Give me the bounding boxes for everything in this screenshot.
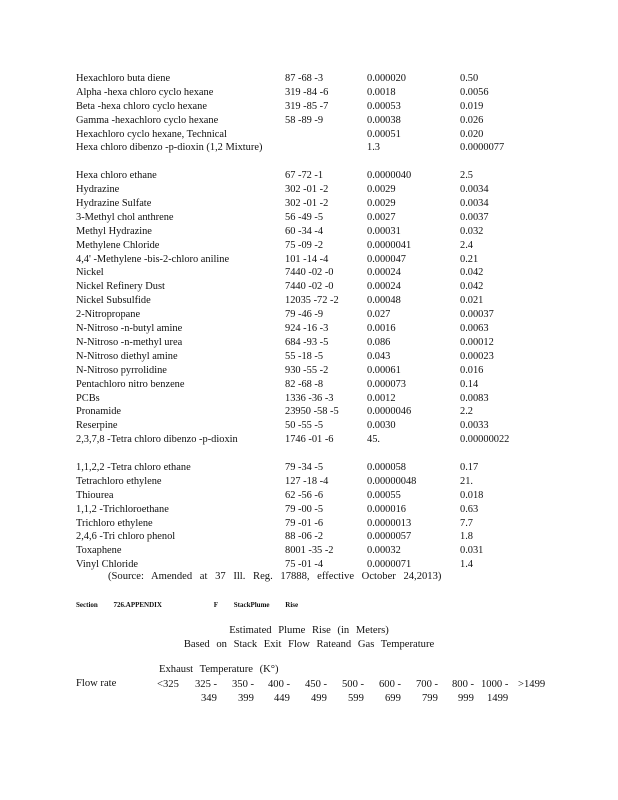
unit-risk-value: 0.000058: [367, 461, 406, 473]
cas-number: 302 -01 -2: [285, 184, 329, 196]
unit-risk-value: 0.00024: [367, 281, 401, 293]
unit-risk-value: 0.0000057: [367, 531, 412, 543]
table-row: [76, 72, 596, 86]
range-start: 700 -: [416, 679, 439, 690]
chemical-name: 1,1,2 -Trichloroethane: [76, 503, 169, 515]
table-row: [76, 544, 596, 558]
temperature-range: [232, 678, 254, 706]
unit-risk-value: 0.000047: [367, 253, 406, 265]
concentration-value: 7.7: [460, 517, 473, 529]
range-end: 699: [385, 693, 401, 704]
chemical-name: Hydrazine: [76, 184, 120, 196]
unit-risk-value: 0.00038: [367, 114, 401, 126]
concentration-value: 0.0033: [460, 420, 489, 432]
concentration-value: 0.018: [460, 489, 484, 501]
cas-number: 56 -49 -5: [285, 211, 324, 223]
concentration-value: 0.042: [460, 267, 484, 279]
section-title-b: Rise: [285, 601, 299, 609]
chemical-name: 2,3,7,8 -Tetra chloro dibenzo -p-dioxin: [76, 434, 238, 446]
concentration-value: 21.: [460, 475, 473, 487]
unit-risk-value: 0.0000040: [367, 170, 412, 182]
unit-risk-value: 0.000020: [367, 73, 406, 84]
table-row: [76, 475, 596, 489]
unit-risk-value: 0.0012: [367, 392, 396, 404]
concentration-value: 0.17: [460, 461, 479, 473]
chemical-name: Toxaphene: [76, 545, 122, 557]
cas-number: 87 -68 -3: [285, 73, 324, 84]
cas-number: 60 -34 -4: [285, 225, 324, 237]
section-label: Section: [76, 601, 98, 609]
concentration-value: 0.019: [460, 100, 484, 112]
concentration-value: 2.4: [460, 239, 473, 251]
temperature-range: [416, 678, 438, 706]
concentration-value: 1.4: [460, 559, 473, 571]
unit-risk-value: 0.043: [367, 350, 391, 362]
unit-risk-value: 0.086: [367, 336, 391, 348]
table-row: [76, 225, 596, 239]
unit-risk-value: 0.00032: [367, 545, 401, 557]
concentration-value: 0.016: [460, 364, 484, 376]
table-row: [76, 433, 596, 461]
unit-risk-value: 0.0029: [367, 198, 396, 210]
concentration-value: 0.0056: [460, 86, 489, 98]
table-row: [76, 266, 596, 280]
table-subtitle: Based on Stack Exit Flow Rateand Gas Temperature: [183, 639, 435, 650]
chemical-name: Trichloro ethylene: [76, 517, 153, 529]
chemical-name: Gamma -hexachloro cyclo hexane: [76, 114, 219, 126]
range-end: 1499: [487, 693, 509, 704]
concentration-value: 0.042: [460, 281, 484, 293]
temperature-range: [342, 678, 364, 706]
concentration-value: 0.0034: [460, 184, 489, 196]
cas-number: 12035 -72 -2: [285, 295, 339, 307]
temperature-range: [268, 678, 290, 706]
cas-number: 55 -18 -5: [285, 350, 324, 362]
range-start: 600 -: [379, 679, 402, 690]
range-start: 325 -: [195, 679, 218, 690]
chemical-table: [76, 72, 596, 572]
concentration-value: 0.021: [460, 295, 484, 307]
unit-risk-value: 45.: [367, 434, 380, 446]
chemical-name: Hexachloro cyclo hexane, Technical: [76, 128, 227, 140]
cas-number: 1336 -36 -3: [285, 392, 334, 404]
unit-risk-value: 0.0000041: [367, 239, 412, 251]
section-title-a: StackPlume: [233, 601, 270, 609]
cas-number: 67 -72 -1: [285, 170, 324, 182]
flow-rate-label: Flow rate: [76, 678, 117, 689]
table-row: [76, 489, 596, 503]
table-row: [76, 405, 596, 419]
section-heading: [76, 601, 312, 609]
source-note: (Source: Amended at 37 Ill. Reg. 17888, effective October 24,2013): [108, 571, 442, 582]
cas-number: 930 -55 -2: [285, 364, 329, 376]
table-row: [76, 239, 596, 253]
cas-number: 23950 -58 -5: [285, 406, 339, 418]
unit-risk-value: 0.000073: [367, 378, 406, 390]
chemical-name: Tetrachloro ethylene: [76, 475, 162, 487]
unit-risk-value: 0.0000071: [367, 559, 412, 571]
chemical-name: Nickel Refinery Dust: [76, 281, 165, 293]
section-number: 726.APPENDIX: [113, 601, 162, 609]
chemical-name: Nickel: [76, 267, 104, 279]
range-start: 800 -: [452, 679, 475, 690]
concentration-value: 0.031: [460, 545, 484, 557]
cas-number: 58 -89 -9: [285, 114, 324, 126]
range-start: 450 -: [305, 679, 328, 690]
concentration-value: 0.0034: [460, 198, 489, 210]
table-row: [76, 461, 596, 475]
range-start: 500 -: [342, 679, 365, 690]
cas-number: 75 -01 -4: [285, 559, 324, 571]
exhaust-temperature-label: Exhaust Temperature (K°): [159, 664, 279, 675]
chemical-name: 2-Nitropropane: [76, 309, 141, 321]
range-start: 350 -: [232, 679, 255, 690]
cas-number: 924 -16 -3: [285, 323, 329, 335]
table-row: [76, 169, 596, 183]
unit-risk-value: 0.00061: [367, 364, 401, 376]
unit-risk-value: 0.0016: [367, 323, 396, 335]
table-row: [76, 197, 596, 211]
chemical-name: Thiourea: [76, 489, 114, 501]
chemical-name: Hexa chloro ethane: [76, 170, 157, 182]
table-title: Estimated Plume Rise (in Meters): [229, 625, 389, 636]
cas-number: 7440 -02 -0: [285, 267, 334, 279]
chemical-name: Pronamide: [76, 406, 122, 418]
range-end: 499: [311, 693, 327, 704]
unit-risk-value: 0.0018: [367, 86, 396, 98]
cas-number: 88 -06 -2: [285, 531, 324, 543]
table-row: [76, 294, 596, 308]
concentration-value: 0.026: [460, 114, 484, 126]
unit-risk-value: 0.0000013: [367, 517, 412, 529]
range-start: >1499: [518, 679, 546, 690]
table-row: [76, 308, 596, 322]
cas-number: 8001 -35 -2: [285, 545, 334, 557]
table-row: [76, 336, 596, 350]
chemical-name: Beta -hexa chloro cyclo hexane: [76, 100, 207, 112]
table-row: [76, 100, 596, 114]
chemical-name: N-Nitroso -n-butyl amine: [76, 323, 183, 335]
cas-number: 302 -01 -2: [285, 198, 329, 210]
concentration-value: 0.00012: [460, 336, 494, 348]
unit-risk-value: 0.00051: [367, 128, 401, 140]
chemical-name: Methylene Chloride: [76, 239, 160, 251]
cas-number: 7440 -02 -0: [285, 281, 334, 293]
unit-risk-value: 0.000016: [367, 503, 406, 515]
unit-risk-value: 0.0030: [367, 420, 396, 432]
unit-risk-value: 0.0029: [367, 184, 396, 196]
table-row: [76, 558, 596, 572]
cas-number: 82 -68 -8: [285, 378, 324, 390]
cas-number: 1746 -01 -6: [285, 434, 334, 446]
temperature-range: [157, 678, 179, 692]
chemical-name: N-Nitroso diethyl amine: [76, 350, 178, 362]
range-end: 399: [238, 693, 254, 704]
range-start: 400 -: [268, 679, 291, 690]
concentration-value: 1.8: [460, 531, 473, 543]
concentration-value: 0.020: [460, 128, 484, 140]
cas-number: 101 -14 -4: [285, 253, 329, 265]
cas-number: 79 -01 -6: [285, 517, 324, 529]
range-start: 1000 -: [481, 679, 509, 690]
chemical-name: 3-Methyl chol anthrene: [76, 211, 174, 223]
cas-number: 319 -85 -7: [285, 100, 329, 112]
temperature-range: [379, 678, 401, 706]
chemical-name: N-Nitroso -n-methyl urea: [76, 336, 183, 348]
table-row: [76, 280, 596, 294]
concentration-value: 0.63: [460, 503, 479, 515]
range-end: 349: [201, 693, 217, 704]
table-row: [76, 419, 596, 433]
unit-risk-value: 0.00048: [367, 295, 401, 307]
table-row: [76, 253, 596, 267]
section-letter: F: [213, 601, 218, 609]
table-row: [76, 322, 596, 336]
table-row: [76, 114, 596, 128]
concentration-value: 0.00023: [460, 350, 494, 362]
range-end: 449: [274, 693, 290, 704]
chemical-name: 4,4' -Methylene -bis-2-chloro aniline: [76, 253, 230, 265]
concentration-value: 0.14: [460, 378, 479, 390]
temperature-range: [195, 678, 217, 706]
chemical-name: Methyl Hydrazine: [76, 225, 152, 237]
chemical-name: Hydrazine Sulfate: [76, 198, 152, 210]
cas-number: 319 -84 -6: [285, 86, 329, 98]
temperature-range: [305, 678, 327, 706]
chemical-name: PCBs: [76, 392, 100, 404]
range-end: 599: [348, 693, 364, 704]
chemical-name: Hexa chloro dibenzo -p-dioxin (1,2 Mixture): [76, 142, 263, 154]
chemical-name: N-Nitroso pyrrolidine: [76, 364, 167, 376]
unit-risk-value: 0.00024: [367, 267, 401, 279]
concentration-value: 0.0083: [460, 392, 489, 404]
cas-number: 62 -56 -6: [285, 489, 324, 501]
table-row: [76, 350, 596, 364]
chemical-name: Pentachloro nitro benzene: [76, 378, 185, 390]
cas-number: 50 -55 -5: [285, 420, 324, 432]
concentration-value: 0.21: [460, 253, 479, 265]
table-row: [76, 364, 596, 378]
table-row: [76, 378, 596, 392]
concentration-value: 0.032: [460, 225, 484, 237]
cas-number: 79 -34 -5: [285, 461, 324, 473]
table-row: [76, 392, 596, 406]
temperature-range: [481, 678, 508, 706]
concentration-value: 0.0000077: [460, 142, 505, 154]
concentration-value: 2.2: [460, 406, 473, 418]
cas-number: 79 -46 -9: [285, 309, 324, 321]
range-end: 799: [422, 693, 438, 704]
cas-number: 684 -93 -5: [285, 336, 329, 348]
cas-number: 79 -00 -5: [285, 503, 324, 515]
temperature-range: [518, 678, 545, 692]
concentration-value: 2.5: [460, 170, 473, 182]
chemical-name: Vinyl Chloride: [76, 559, 139, 571]
table-row: [76, 86, 596, 100]
unit-risk-value: 0.00031: [367, 225, 401, 237]
chemical-name: 2,4,6 -Tri chloro phenol: [76, 531, 176, 543]
unit-risk-value: 0.0000046: [367, 406, 412, 418]
range-start: <325: [157, 679, 179, 690]
range-end: 999: [458, 693, 474, 704]
chemical-name: Reserpine: [76, 420, 118, 432]
concentration-value: 0.00037: [460, 309, 494, 321]
concentration-value: 0.0037: [460, 211, 489, 223]
unit-risk-value: 1.3: [367, 142, 380, 154]
chemical-name: Alpha -hexa chloro cyclo hexane: [76, 86, 214, 98]
table-row: [76, 530, 596, 544]
table-row: [76, 183, 596, 197]
concentration-value: 0.0063: [460, 323, 489, 335]
table-row: [76, 517, 596, 531]
chemical-name: 1,1,2,2 -Tetra chloro ethane: [76, 461, 191, 473]
chemical-name: Nickel Subsulfide: [76, 295, 151, 307]
table-row: [76, 503, 596, 517]
cas-number: 127 -18 -4: [285, 475, 329, 487]
unit-risk-value: 0.0027: [367, 211, 396, 223]
cas-number: 75 -09 -2: [285, 239, 324, 251]
table-row: [76, 211, 596, 225]
unit-risk-value: 0.027: [367, 309, 391, 321]
unit-risk-value: 0.00000048: [367, 475, 417, 487]
table-row: [76, 128, 596, 142]
chemical-name: Hexachloro buta diene: [76, 73, 171, 84]
temperature-range: [452, 678, 474, 706]
concentration-value: 0.00000022: [460, 434, 510, 446]
unit-risk-value: 0.00055: [367, 489, 401, 501]
concentration-value: 0.50: [460, 73, 479, 84]
unit-risk-value: 0.00053: [367, 100, 401, 112]
table-row: [76, 141, 596, 169]
